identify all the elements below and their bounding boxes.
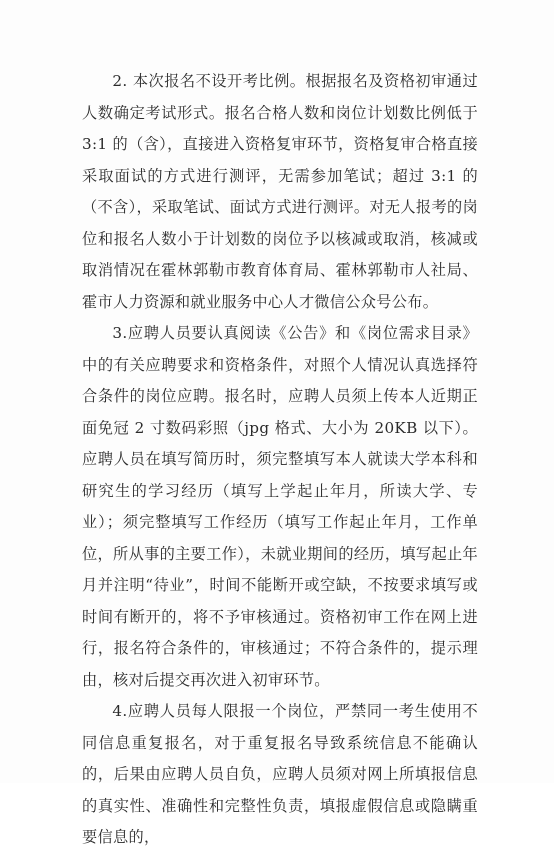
paragraph-3-application-requirements: 3.应聘人员要认真阅读《公告》和《岗位需求目录》中的有关应聘要求和资格条件，对照个人情况认真选择符合条件的岗位应聘。报名时，应聘人员须上传本人近期正面免冠 2 寸数码彩照（jpg 格式、大小为 20KB 以下）。应聘人员在填写简历时，须完整填写本人就读大学本科和研究生的学习经历（填写上学起止年月，所读大学、专业）；须完整填写工作经历（填写工作起止年月，工作单位，所从事的主要工作），未就业期间的经历，填写起止年月并注明“待业”，时间不能断开或空缺，不按要求填写或时间有断开的，将不予审核通过。资格初审工作在网上进行，报名符合条件的，审核通过；不符合条件的，提示理由，核对后提交再次进入初审环节。 bbox=[82, 324, 478, 689]
paragraph-4-single-position: 4.应聘人员每人限报一个岗位，严禁同一考生使用不同信息重复报名，对于重复报名导致系统信息不能确认的，后果由应聘人员自负，应聘人员须对网上所填报信息的真实性、准确性和完整性负责，填报虚假信息或隐瞒重要信息的， bbox=[82, 702, 478, 846]
paragraph-2-exam-format: 2. 本次报名不设开考比例。根据报名及资格初审通过人数确定考试形式。报名合格人数和岗位计划数比例低于 3:1 的（含），直接进入资格复审环节，资格复审合格直接采取面试的方式进行测评，无需参加笔试；超过 3:1 的（不含），采取笔试、面试方式进行测评。对无人报考的岗位和报名人数小于计划数的岗位予以核减或取消，核减或取消情况在霍林郭勒市教育体育局、霍林郭勒市人社局、霍市人力资源和就业服务中心人才微信公众号公布。 bbox=[82, 72, 478, 311]
document-body bbox=[82, 66, 478, 854]
